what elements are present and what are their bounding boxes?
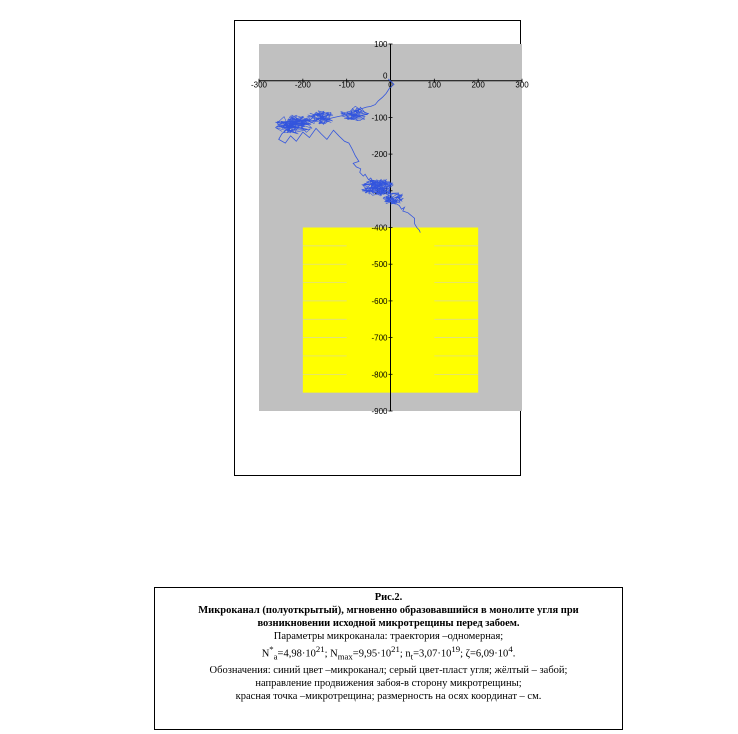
caption-legend-line3: красная точка –микротрещина; размерность на осях координат – см. [235, 690, 542, 702]
figure-frame [234, 20, 529, 476]
caption-title-line1: Микроканал (полуоткрытый), мгновенно образовавшийся в монолите угля при [198, 605, 579, 616]
y-tick-label: 100 [374, 40, 388, 49]
figure-caption [154, 587, 623, 730]
y-tick-label: -700 [371, 333, 388, 343]
param-nt-value: =3,07·10 [413, 648, 452, 660]
param-nt-label: ; n [399, 648, 411, 660]
param-nmax-sub: max [337, 651, 353, 662]
y-tick-label: -300 [371, 186, 388, 196]
param-n-sub: a [273, 651, 278, 662]
param-nmax-value: =9,95·10 [352, 648, 392, 660]
param-zeta-value: ; ζ=6,09·10 [460, 648, 509, 660]
x-tick-label: 100 [427, 80, 442, 90]
param-nmax-label: ; N [324, 648, 338, 660]
y-tick-label: -200 [371, 150, 388, 160]
x-tick-label: 300 [515, 80, 529, 90]
caption-legend-line1: Обозначения: синий цвет –микроканал; серый цвет-пласт угля; жёлтый – забой; [209, 664, 568, 676]
param-n-exp: 21 [315, 644, 325, 654]
param-n-value: =4,98·10 [277, 648, 316, 660]
param-end: . [512, 648, 516, 660]
x-tick-label: 200 [471, 80, 485, 90]
param-nt-sub: t [410, 651, 414, 662]
x-tick-label: 0 [388, 80, 393, 90]
caption-params-values [155, 643, 622, 664]
param-zeta-exp: 4 [508, 644, 513, 654]
x-tick-label: -100 [338, 80, 355, 90]
param-nt-exp: 19 [451, 644, 461, 654]
param-n-sup: * [269, 644, 274, 654]
chart [235, 21, 529, 477]
x-tick-label: -200 [294, 80, 311, 90]
y-tick-label: -100 [371, 113, 388, 123]
caption-legend-line2: направление продвижения забоя-в сторону микротрещины; [255, 677, 522, 689]
y-tick-label: 0 [383, 71, 388, 81]
y-tick-label: -900 [371, 407, 388, 416]
x-tick-label: -300 [250, 80, 268, 90]
param-n-label: N [261, 648, 270, 660]
y-tick-label: -600 [371, 296, 388, 306]
figure-number: Рис.2. [374, 592, 403, 603]
y-tick-label: -500 [371, 260, 388, 270]
caption-params-heading: Параметры микроканала: траектория –одномерная; [273, 631, 504, 642]
y-tick-label: -400 [371, 223, 388, 233]
param-nmax-exp: 21 [391, 644, 400, 654]
y-tick-label: -800 [371, 370, 388, 380]
caption-title-line2: возникновении исходной микротрещины перед забоем. [257, 618, 520, 629]
